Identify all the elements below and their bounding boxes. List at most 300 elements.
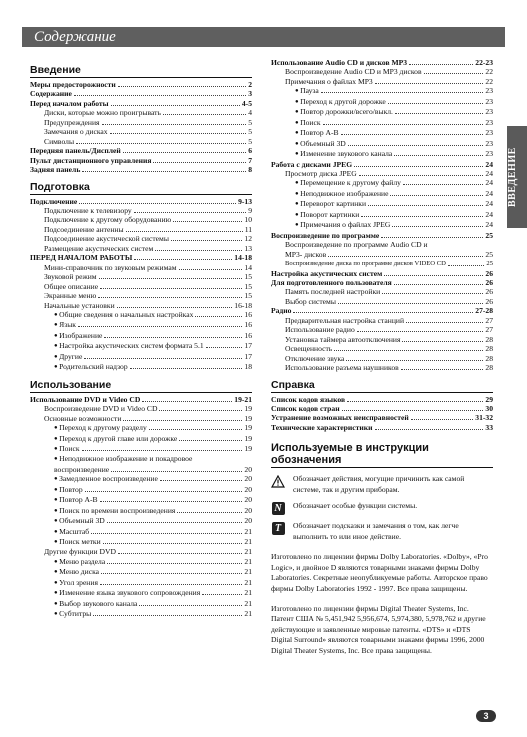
toc-entry-page: 26 bbox=[485, 277, 493, 287]
toc-entry bbox=[30, 609, 252, 619]
toc-entry bbox=[30, 165, 252, 174]
toc-entry-page: 24 bbox=[485, 209, 493, 219]
toc-dot-leader bbox=[206, 341, 243, 348]
toc-entry bbox=[30, 80, 252, 89]
toc-entry-label: ● Переход к другому разделу bbox=[54, 423, 147, 433]
toc-entry-label: ● Выбор звукового канала bbox=[54, 599, 137, 609]
toc-entry-label: Экранные меню bbox=[44, 291, 97, 301]
toc-entry-page: 19 bbox=[244, 404, 252, 414]
toc-entry bbox=[271, 335, 493, 344]
toc-entry-label: ● Другие bbox=[54, 352, 82, 362]
toc-entry-page: 20 bbox=[244, 464, 252, 474]
toc-entry bbox=[271, 413, 493, 422]
toc-entry-page: 22 bbox=[485, 76, 493, 86]
toc-entry-label: ● Поиск по времени воспроизведения bbox=[54, 506, 175, 516]
toc-dot-leader bbox=[111, 465, 242, 472]
toc-entry-page: 27 bbox=[485, 325, 493, 335]
toc-entry-page: 20 bbox=[244, 495, 252, 505]
note-n-icon-glyph: N bbox=[272, 502, 285, 515]
toc-entry-label: Другие функции DVD bbox=[44, 547, 116, 557]
toc-entry bbox=[30, 197, 252, 206]
toc-dot-leader bbox=[99, 272, 243, 279]
toc-entry bbox=[271, 189, 493, 199]
toc-entry bbox=[271, 363, 493, 372]
toc-entry-page: 21 bbox=[244, 547, 252, 557]
toc-entry bbox=[30, 291, 252, 300]
toc-entry bbox=[30, 225, 252, 234]
toc-dot-leader bbox=[123, 146, 246, 153]
toc-entry bbox=[271, 149, 493, 159]
toc-dot-leader bbox=[338, 297, 483, 304]
toc-entry bbox=[271, 306, 493, 315]
toc-entry-page: 21 bbox=[244, 588, 252, 598]
toc-entry-label: Использование разъема наушников bbox=[285, 363, 399, 373]
toc-dot-leader bbox=[392, 220, 483, 227]
toc-dot-leader bbox=[76, 137, 246, 144]
legend-item-text: Обозначает подсказки и замечания о том, как легче выполнить то или иное действие. bbox=[293, 521, 459, 541]
toc-dot-leader bbox=[394, 149, 483, 156]
toc-entry-page: 16 bbox=[244, 320, 252, 330]
toc-entry bbox=[271, 169, 493, 178]
page-title: Содержание bbox=[34, 29, 116, 45]
toc-entry-label: Использование Audio CD и дисков MP3 bbox=[271, 58, 408, 67]
toc-entry bbox=[271, 297, 493, 306]
toc-entry-label: Задняя панель bbox=[30, 165, 81, 175]
toc-dot-leader bbox=[409, 58, 473, 65]
toc-dot-leader bbox=[448, 259, 485, 266]
toc-entry-label: ● Повтор A-B bbox=[295, 128, 339, 138]
toc-dot-leader bbox=[93, 609, 242, 616]
toc-entry-label: ● Поиск bbox=[54, 444, 80, 454]
toc-entry-label: ● Меню диска bbox=[54, 567, 99, 577]
toc-entry-label: ● Изменение языка звукового сопровождения bbox=[54, 588, 200, 598]
toc-entry-page: 5 bbox=[248, 117, 252, 127]
toc-dot-leader bbox=[328, 250, 483, 257]
toc-entry-label: ● Общие сведения о начальных настройках bbox=[54, 310, 193, 320]
toc-entry-label: Работа с дисками JPEG bbox=[271, 159, 353, 169]
toc-dot-leader bbox=[202, 588, 242, 595]
toc-entry-label: Перед началом работы bbox=[30, 98, 109, 108]
toc-entry-label: Содержание bbox=[30, 89, 72, 99]
toc-dot-leader bbox=[390, 189, 483, 196]
toc-entry-label: Воспроизведение по программе bbox=[271, 230, 380, 240]
toc-dot-leader bbox=[375, 423, 484, 430]
side-tab-label: ВВЕДЕНИЕ bbox=[507, 147, 518, 207]
toc-entry bbox=[30, 537, 252, 547]
toc-entry bbox=[271, 97, 493, 107]
toc-entry bbox=[30, 301, 252, 310]
toc-dot-leader bbox=[111, 99, 240, 106]
toc-entry-label: Освещенность bbox=[285, 344, 333, 354]
toc-entry-page: 5 bbox=[248, 127, 252, 137]
toc-entry bbox=[30, 320, 252, 330]
toc-entry bbox=[271, 210, 493, 220]
toc-entry-page: 20 bbox=[244, 516, 252, 526]
toc-entry bbox=[30, 108, 252, 117]
toc-entry bbox=[271, 287, 493, 296]
toc-dot-leader bbox=[382, 287, 483, 294]
toc-entry bbox=[30, 89, 252, 98]
toc-entry-page: 18 bbox=[244, 362, 252, 372]
toc-entry bbox=[30, 547, 252, 556]
toc-entry bbox=[30, 395, 252, 404]
toc-dot-leader bbox=[118, 547, 242, 554]
toc-dot-leader bbox=[321, 86, 484, 93]
toc-entry-label: ● Родительский надзор bbox=[54, 362, 128, 372]
toc-dot-leader bbox=[98, 291, 242, 298]
toc-dot-leader bbox=[100, 578, 242, 585]
toc-entry bbox=[271, 199, 493, 209]
legend-item-text: Обозначает действия, могущие причинить как самой системе, так и другим приборам. bbox=[293, 474, 465, 494]
toc-entry-page: 21 bbox=[244, 537, 252, 547]
toc-entry-label: Подключение bbox=[30, 196, 78, 206]
toc-dot-leader bbox=[341, 128, 484, 135]
toc-entry-label: ● Масштаб bbox=[54, 527, 89, 537]
toc-entry-page: 19 bbox=[244, 443, 252, 453]
toc-entry-label: ● Неподвижное изображение и покадровое bbox=[54, 454, 192, 464]
toc-dot-leader bbox=[91, 527, 242, 534]
toc-entry-label: Использование DVD и Video CD bbox=[30, 394, 141, 404]
toc-entry bbox=[30, 156, 252, 165]
toc-entry bbox=[271, 395, 493, 404]
toc-entry bbox=[30, 215, 252, 224]
toc-entry-page: 26 bbox=[485, 268, 493, 278]
toc-dot-leader bbox=[173, 215, 242, 222]
toc-dot-leader bbox=[401, 363, 484, 370]
toc-entry bbox=[271, 259, 493, 268]
toc-entry-page: 21 bbox=[244, 577, 252, 587]
toc-entry bbox=[271, 240, 493, 249]
toc-dot-leader bbox=[159, 404, 242, 411]
toc-entry-page: 21 bbox=[244, 556, 252, 566]
legend-item bbox=[271, 501, 493, 515]
toc-entry-label: Воспроизведение DVD и Video CD bbox=[44, 404, 158, 414]
toc-dot-leader bbox=[171, 234, 242, 241]
toc-entry-label: Подключение к телевизору bbox=[44, 205, 132, 215]
toc-entry bbox=[30, 253, 252, 262]
toc-entry-page: 15 bbox=[244, 281, 252, 291]
toc-dot-leader bbox=[142, 395, 232, 402]
toc-entry-page: 24 bbox=[485, 199, 493, 209]
toc-dot-leader bbox=[368, 199, 483, 206]
toc-entry-label: воспроизведение bbox=[54, 464, 110, 474]
toc-dot-leader bbox=[342, 404, 484, 411]
toc-entry-label: ● Замедленное воспроизведение bbox=[54, 474, 158, 484]
toc-entry bbox=[271, 139, 493, 149]
toc-entry bbox=[30, 206, 252, 215]
toc-dot-leader bbox=[177, 506, 242, 513]
toc-entry bbox=[271, 316, 493, 325]
toc-entry-label: Предупреждения bbox=[44, 117, 100, 127]
toc-entry-page: 27-28 bbox=[475, 306, 493, 316]
toc-entry bbox=[30, 362, 252, 372]
toc-entry bbox=[30, 352, 252, 362]
toc-entry bbox=[30, 578, 252, 588]
toc-dot-leader bbox=[394, 278, 484, 285]
toc-entry-page: 26 bbox=[485, 296, 493, 306]
toc-entry-label: ● Язык bbox=[54, 320, 76, 330]
toc-dot-leader bbox=[102, 118, 247, 125]
toc-dot-leader bbox=[348, 139, 484, 146]
toc-entry-label: Список кодов языков bbox=[271, 394, 346, 404]
toc-entry-label: ● Изображение bbox=[54, 331, 102, 341]
toc-entry bbox=[271, 325, 493, 334]
toc-entry bbox=[30, 506, 252, 516]
toc-entry-page: 16 bbox=[244, 330, 252, 340]
toc-entry bbox=[30, 414, 252, 423]
page-number: 3 bbox=[476, 710, 496, 722]
toc-entry-page: 27 bbox=[485, 315, 493, 325]
toc-entry-label: Подсоединение антенны bbox=[44, 224, 124, 234]
toc-entry-page: 22 bbox=[485, 67, 493, 77]
toc-dot-leader bbox=[117, 301, 233, 308]
toc-dot-leader bbox=[179, 263, 243, 270]
toc-entry-label: Отключение звука bbox=[285, 353, 345, 363]
toc-entry-label: Устранение возможных неисправностей bbox=[271, 413, 409, 423]
section-heading: Введение bbox=[30, 64, 252, 78]
license-paragraph: Изготовлено по лицензии фирмы Digital Theater Systems, Inc. Патент США № 5,451,942 5,956,674, 5,974,380, 5,978,762 и другие действующие и заявленные мировые патенты. «DTS» и «DTS Digital Surround» являются товарными знаками фирмы 1996, 2000 Digital Theater Systems, Inc. Все права защищены. bbox=[271, 603, 486, 655]
toc-entry-page: 24 bbox=[485, 188, 493, 198]
toc-entry bbox=[271, 269, 493, 278]
toc-entry-page: 21 bbox=[244, 609, 252, 619]
toc-entry-label: ● Настройка акустических систем формата 5.1 bbox=[54, 341, 204, 351]
toc-entry-page: 14 bbox=[244, 262, 252, 272]
toc-dot-leader bbox=[155, 244, 242, 251]
toc-entry-page: 28 bbox=[485, 334, 493, 344]
left-column bbox=[30, 58, 252, 620]
toc-entry-label: Использование радио bbox=[285, 325, 355, 335]
toc-entry-page: 24 bbox=[485, 178, 493, 188]
toc-dot-leader bbox=[107, 557, 242, 564]
toc-entry-page: 24 bbox=[485, 168, 493, 178]
toc-entry-page: 30 bbox=[485, 403, 493, 413]
toc-entry bbox=[271, 278, 493, 287]
toc-entry-label: Звуковой режим bbox=[44, 272, 97, 282]
toc-entry-page: 19 bbox=[244, 423, 252, 433]
toc-entry-page: 12 bbox=[244, 234, 252, 244]
toc-dot-leader bbox=[293, 306, 473, 313]
toc-entry-page: 7 bbox=[248, 155, 252, 165]
toc-dot-leader bbox=[101, 567, 242, 574]
toc-entry-page: 21 bbox=[244, 567, 252, 577]
legend-item bbox=[271, 521, 493, 542]
toc-dot-leader bbox=[74, 89, 246, 96]
toc-entry-label: ● Повтор дорожки/всего/выкл. bbox=[295, 107, 393, 117]
toc-entry bbox=[271, 231, 493, 240]
toc-entry-page: 25 bbox=[485, 230, 493, 240]
toc-entry-page: 15 bbox=[244, 291, 252, 301]
toc-dot-leader bbox=[134, 206, 246, 213]
toc-dot-leader bbox=[357, 325, 484, 332]
toc-entry bbox=[30, 310, 252, 320]
toc-entry bbox=[30, 244, 252, 253]
toc-dot-leader bbox=[139, 599, 242, 606]
toc-entry-label: Символы bbox=[44, 136, 75, 146]
toc-dot-leader bbox=[411, 413, 474, 420]
toc-entry bbox=[30, 263, 252, 272]
toc-dot-leader bbox=[402, 335, 483, 342]
toc-entry bbox=[271, 354, 493, 363]
toc-entry-label: Общее описание bbox=[44, 281, 99, 291]
toc-entry bbox=[30, 272, 252, 281]
toc-entry bbox=[30, 516, 252, 526]
toc-entry-page: 20 bbox=[244, 505, 252, 515]
toc-entry-page: 24 bbox=[485, 220, 493, 230]
toc-entry-label: ● Угол зрения bbox=[54, 578, 98, 588]
toc-entry-page: 16 bbox=[244, 309, 252, 319]
toc-entry-page: 10 bbox=[244, 215, 252, 225]
toc-entry-page: 13 bbox=[244, 243, 252, 253]
toc-entry-label: Примечания о файлах MP3 bbox=[285, 76, 373, 86]
toc-entry-page: 26 bbox=[485, 287, 493, 297]
tip-t-icon-glyph: T bbox=[272, 522, 285, 535]
legend-item-text: Обозначает особые функции системы. bbox=[293, 501, 418, 511]
toc-entry bbox=[271, 220, 493, 230]
toc-entry-page: 33 bbox=[485, 422, 493, 432]
toc-dot-leader bbox=[123, 414, 242, 421]
toc-entry-page: 14-18 bbox=[234, 253, 252, 263]
toc-dot-leader bbox=[79, 197, 236, 204]
toc-entry-label: ● Переход к другой дорожке bbox=[295, 97, 386, 107]
toc-entry-page: 5 bbox=[248, 136, 252, 146]
note-n-icon bbox=[271, 501, 285, 515]
toc-entry bbox=[30, 127, 252, 136]
toc-entry-page: 21 bbox=[244, 526, 252, 536]
toc-entry-label: Воспроизведение Audio CD и MP3 дисков bbox=[285, 67, 422, 77]
toc-entry bbox=[271, 67, 493, 76]
toc-entry-label: Начальные установки bbox=[44, 300, 115, 310]
toc-dot-leader bbox=[104, 331, 242, 338]
toc-dot-leader bbox=[359, 169, 484, 176]
toc-entry-label: ● Неподвижное изображение bbox=[295, 189, 388, 199]
toc-entry-page: 16-18 bbox=[234, 300, 252, 310]
toc-entry bbox=[30, 99, 252, 108]
toc-entry bbox=[30, 588, 252, 598]
toc-entry bbox=[30, 527, 252, 537]
toc-dot-leader bbox=[78, 320, 242, 327]
toc-entry-label: Установка таймера автоотключения bbox=[285, 334, 401, 344]
toc-entry-label: Подсоединение акустической системы bbox=[44, 234, 169, 244]
toc-entry-page: 25 bbox=[485, 249, 493, 259]
toc-entry bbox=[30, 341, 252, 351]
toc-dot-leader bbox=[424, 67, 484, 74]
section-heading: Использование bbox=[30, 379, 252, 393]
toc-dot-leader bbox=[82, 165, 246, 172]
toc-entry-page: 17 bbox=[244, 341, 252, 351]
toc-entry-label: Воспроизведение по программе Audio CD и bbox=[285, 240, 428, 250]
toc-entry-label: Основные возможности bbox=[44, 413, 122, 423]
toc-entry bbox=[271, 58, 493, 67]
toc-entry-page: 4 bbox=[248, 108, 252, 118]
legend-item bbox=[271, 474, 493, 495]
toc-entry-label: Диски, которые можно проигрывать bbox=[44, 108, 161, 118]
toc-entry bbox=[30, 567, 252, 577]
toc-entry-page: 6 bbox=[248, 146, 252, 156]
toc-entry-page: 22-23 bbox=[475, 58, 493, 67]
toc-entry-label: MP3- дисков bbox=[285, 249, 327, 259]
toc-entry bbox=[30, 423, 252, 433]
toc-entry bbox=[30, 118, 252, 127]
toc-entry bbox=[30, 485, 252, 495]
toc-entry bbox=[271, 250, 493, 259]
toc-entry-page: 28 bbox=[485, 353, 493, 363]
toc-entry bbox=[30, 557, 252, 567]
toc-entry bbox=[30, 404, 252, 413]
toc-entry-label: Воспроизведение диска по программе дисков VIDEO CD bbox=[285, 260, 446, 268]
toc-entry bbox=[271, 423, 493, 432]
toc-entry-label: ● Перемещение к другому файлу bbox=[295, 178, 401, 188]
toc-dot-leader bbox=[395, 107, 483, 114]
legend-title: Используемые в инструкции обозначения bbox=[271, 442, 493, 468]
toc-dot-leader bbox=[179, 434, 242, 441]
toc-entry-label: Предварительная настройка станций bbox=[285, 315, 405, 325]
toc-dot-leader bbox=[163, 108, 246, 115]
toc-dot-leader bbox=[346, 354, 483, 361]
toc-dot-leader bbox=[85, 485, 243, 492]
toc-entry-label: Технические характеристики bbox=[271, 422, 373, 432]
toc-entry-page: 21 bbox=[244, 598, 252, 608]
toc-entry-page: 19 bbox=[244, 433, 252, 443]
toc-dot-leader bbox=[84, 352, 242, 359]
toc-entry-page: 20 bbox=[244, 474, 252, 484]
toc-dot-leader bbox=[384, 269, 483, 276]
toc-entry bbox=[271, 344, 493, 353]
toc-dot-leader bbox=[82, 444, 243, 451]
toc-entry-page: 9-13 bbox=[238, 196, 252, 206]
toc-dot-leader bbox=[153, 156, 246, 163]
toc-entry-label: ● Изменение звукового канала bbox=[295, 149, 392, 159]
license-paragraph: Изготовлено по лицензии фирмы Dolby Laboratories. «Dolby», «Pro Logic», и двойное D являются товарными знаками фирмы Dolby Laboratories. Секретные неопубликуемые работы. Авторское право фирмы Dolby Laboratories 1992 - 1997. Все права защищены. bbox=[271, 552, 488, 593]
toc-entry bbox=[271, 107, 493, 117]
toc-entry bbox=[30, 465, 252, 474]
toc-entry-label: ● Меню раздела bbox=[54, 557, 105, 567]
right-column bbox=[271, 58, 493, 656]
toc-entry bbox=[271, 128, 493, 138]
toc-dot-leader bbox=[149, 423, 243, 430]
toc-dot-leader bbox=[160, 474, 243, 481]
toc-entry-label: ● Субтитры bbox=[54, 609, 91, 619]
toc-entry-label: Меры предосторожности bbox=[30, 80, 116, 89]
toc-entry-label: ПЕРЕД НАЧАЛОМ РАБОТЫ bbox=[30, 253, 133, 263]
toc-dot-leader bbox=[334, 344, 483, 351]
toc-entry-label: ● Примечания о файлах JPEG bbox=[295, 220, 390, 230]
toc-entry-label: ● Поиск bbox=[295, 118, 321, 128]
toc-entry bbox=[271, 77, 493, 86]
toc-entry-label: Память последней настройки bbox=[285, 287, 381, 297]
toc-dot-leader bbox=[126, 225, 243, 232]
toc-entry-label: Настройка акустических систем bbox=[271, 268, 383, 278]
warning-triangle-icon bbox=[271, 474, 285, 488]
toc-entry-label: ● Поиск метки bbox=[54, 537, 101, 547]
toc-entry-label: Подключение к другому оборудованию bbox=[44, 215, 172, 225]
toc-dot-leader bbox=[323, 118, 484, 125]
toc-entry bbox=[271, 118, 493, 128]
toc-entry-page: 4-5 bbox=[241, 98, 252, 108]
toc-dot-leader bbox=[361, 210, 483, 217]
toc-entry-page: 28 bbox=[485, 344, 493, 354]
toc-dot-leader bbox=[403, 178, 484, 185]
toc-entry-page: 28 bbox=[485, 363, 493, 373]
toc-entry bbox=[30, 234, 252, 243]
toc-entry-page: 23 bbox=[485, 138, 493, 148]
toc-entry-label: Радио bbox=[271, 306, 292, 316]
toc-entry bbox=[30, 474, 252, 484]
toc-dot-leader bbox=[354, 160, 483, 167]
toc-dot-leader bbox=[381, 231, 483, 238]
toc-entry-label: Мини-справочник по звуковым режимам bbox=[44, 262, 177, 272]
toc-entry bbox=[271, 160, 493, 169]
toc-entry-label: Список кодов стран bbox=[271, 403, 340, 413]
